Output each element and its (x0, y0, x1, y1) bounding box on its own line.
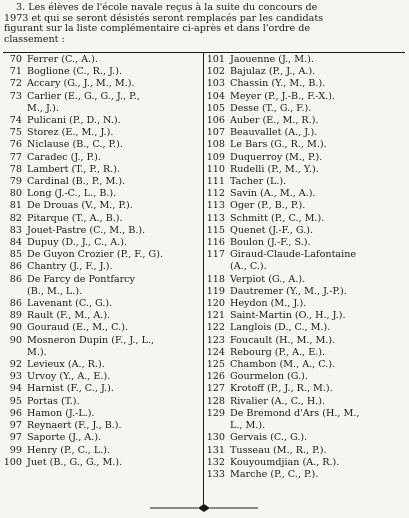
list-item (206, 200, 405, 212)
candidate-name: Savin (A., M., A.). (230, 188, 316, 200)
candidate-name: Boglione (C., R., J.). (27, 66, 122, 78)
list-item (3, 310, 201, 322)
rank-number: 112 (206, 188, 225, 200)
rank-number: 108 (206, 139, 225, 151)
list-item (206, 237, 405, 249)
rank-number: 95 (9, 395, 22, 407)
candidate-name: Rivalier (A., C., H.). (230, 395, 326, 407)
rank-number: 127 (206, 383, 225, 395)
list-item (3, 335, 201, 347)
list-item (206, 225, 405, 237)
list-item (206, 335, 405, 347)
list-item (206, 78, 405, 90)
intro-line: 1973 et qui se seront désistés seront remplacés par les candidats (4, 12, 324, 24)
candidate-name: Duquerroy (M., P.). (230, 151, 323, 163)
rank-number: 90 (9, 334, 22, 346)
rank-number: 123 (206, 334, 225, 346)
list-item (3, 127, 201, 139)
candidate-name: Ferrer (C., A.). (27, 54, 98, 65)
rank-number: 111 (206, 176, 225, 188)
rank-number: 109 (206, 151, 225, 163)
candidate-name: De Drouas (V., M., P.). (27, 200, 133, 212)
candidate-name: Pitarque (T., A., B.). (27, 212, 123, 224)
list-item (206, 310, 405, 322)
list-item (3, 225, 201, 237)
candidate-name: Jouet-Pastre (C., M., B.). (27, 224, 146, 236)
candidate-name: Hamon (J.-L.). (27, 407, 95, 419)
candidate-name: Schmitt (P., C., M.). (230, 212, 325, 224)
rank-number: 97 (9, 420, 22, 432)
list-item (206, 298, 405, 310)
candidate-name: Carlier (E., G., G., J., P., (27, 90, 140, 102)
rank-number: 78 (9, 163, 22, 175)
list-item (206, 66, 405, 78)
rank-number: 73 (9, 90, 22, 102)
candidate-name: Oger (P., B., P.). (230, 200, 306, 212)
list-item (3, 322, 201, 334)
list-item (206, 457, 405, 469)
list-item (206, 286, 405, 298)
list-item (206, 432, 405, 444)
list-item (206, 127, 405, 139)
list-item (3, 188, 201, 200)
list-item (206, 359, 405, 371)
candidate-name: Reynaert (F., J., B.). (27, 420, 122, 432)
candidate-name: Giraud-Claude-Lafontaine (230, 249, 357, 261)
candidate-name: Long (J.-C., L., B.). (27, 188, 117, 200)
rank-number: 115 (206, 224, 225, 236)
rank-number: 70 (9, 54, 22, 65)
intro-paragraph (4, 3, 404, 45)
list-item (206, 152, 405, 164)
list-item (3, 261, 201, 273)
list-item (206, 347, 405, 359)
list-item (3, 115, 201, 127)
candidate-name: Auber (E., M., R.). (230, 115, 319, 127)
candidate-name-continuation: L., M.). (230, 420, 266, 432)
rank-number: 94 (9, 383, 22, 395)
rank-number: 93 (9, 371, 22, 383)
candidate-name: Marche (P., C., P.). (230, 468, 319, 480)
list-item (3, 383, 201, 395)
rank-number: 113 (206, 200, 225, 212)
list-item (3, 359, 201, 371)
list-item (3, 152, 201, 164)
candidate-name: Le Bars (G., R., M.). (230, 139, 327, 151)
rank-number: 79 (9, 176, 22, 188)
candidate-name: Lavenant (C., G.). (27, 298, 113, 310)
list-item (3, 457, 201, 469)
candidate-name: Beauvallet (A., J.). (230, 127, 318, 139)
rank-number: 71 (9, 66, 22, 78)
rank-number: 119 (206, 285, 225, 297)
rank-number: 129 (206, 407, 225, 419)
list-item (3, 298, 201, 310)
list-item (206, 396, 405, 408)
list-item (206, 103, 405, 115)
rank-number: 100 (3, 456, 22, 468)
list-item (3, 91, 201, 103)
list-item (3, 78, 201, 90)
rank-number: 75 (9, 127, 22, 139)
candidate-name: Langlois (D., C., M.). (230, 322, 331, 334)
candidate-name-continuation: M., J.). (27, 102, 59, 114)
rank-number: 102 (206, 66, 225, 78)
list-item (206, 408, 405, 420)
rank-number: 80 (9, 188, 22, 200)
rank-number: 117 (206, 249, 225, 261)
rank-number: 82 (9, 212, 22, 224)
list-item (206, 139, 405, 151)
list-item (206, 249, 405, 261)
candidate-name: Heydon (M., J.). (230, 298, 307, 310)
rank-number: 120 (206, 298, 225, 310)
list-item (206, 445, 405, 457)
list-item (206, 213, 405, 225)
rank-number: 84 (9, 237, 22, 249)
candidate-name: Dautremer (Y., M., J.-P.). (230, 285, 347, 297)
list-item (3, 237, 201, 249)
rank-number: 131 (206, 444, 225, 456)
rank-number: 85 (9, 249, 22, 261)
candidate-name: Chassin (Y., M., B.). (230, 78, 326, 90)
candidate-name: Mosneron Dupin (F., J., L., (27, 334, 155, 346)
candidate-name: De Guyon Crozier (P., F., G). (27, 249, 163, 261)
rank-number: 86 (9, 298, 22, 310)
rank-number: 106 (206, 115, 225, 127)
rank-number: 86 (9, 273, 22, 285)
list-item (3, 164, 201, 176)
list-item (206, 188, 405, 200)
rank-number: 72 (9, 78, 22, 90)
rank-number: 103 (206, 78, 225, 90)
candidate-name: Foucault (H., M., M.). (230, 334, 336, 346)
rank-number: 133 (206, 468, 225, 480)
rank-number: 107 (206, 127, 225, 139)
candidate-name: Lambert (T., P., R.). (27, 163, 121, 175)
rank-number: 96 (9, 407, 22, 419)
rank-number: 132 (206, 456, 225, 468)
rank-number: 83 (9, 224, 22, 236)
rank-number: 125 (206, 359, 225, 371)
list-item (3, 420, 201, 432)
list-item (3, 396, 201, 408)
candidate-name: Urvoy (Y., A., E.). (27, 371, 111, 383)
candidate-name: Accary (G., J., M., M.). (27, 78, 135, 90)
list-item (206, 176, 405, 188)
candidate-name: Krotoff (P., J., R., M.). (230, 383, 333, 395)
rank-number: 101 (206, 54, 225, 65)
rank-number: 92 (9, 359, 22, 371)
rank-number: 126 (206, 371, 225, 383)
list-item (206, 91, 405, 103)
left-column-list (3, 54, 201, 469)
candidate-name: Verpiot (G., A.). (230, 273, 306, 285)
end-ornament-icon (150, 503, 258, 513)
list-item (3, 200, 201, 212)
rank-number: 130 (206, 432, 225, 444)
candidate-name: Desse (T., G., F.). (230, 102, 312, 114)
list-item (3, 432, 201, 444)
list-item (3, 274, 201, 286)
rank-number: 118 (206, 273, 225, 285)
candidate-name: Tacher (L.). (230, 176, 287, 188)
rank-number: 110 (206, 163, 225, 175)
rank-number: 90 (9, 322, 22, 334)
candidate-name-continuation: (B., M., L.). (27, 285, 83, 297)
candidate-name: Levieux (A., R.). (27, 359, 105, 371)
candidate-name: Storez (E., M., J.). (27, 127, 114, 139)
list-item (206, 164, 405, 176)
list-item (206, 469, 405, 481)
rank-number: 122 (206, 322, 225, 334)
rank-number: 81 (9, 200, 22, 212)
candidate-name: Rault (F., M., A.). (27, 310, 111, 322)
rank-number: 104 (206, 90, 225, 102)
rank-number: 99 (9, 444, 22, 456)
list-item (3, 54, 201, 66)
candidate-name: Chantry (J., F., J.). (27, 261, 113, 273)
table-top-rule (3, 52, 405, 53)
candidate-name: Saporte (J., A.). (27, 432, 102, 444)
rank-number: 86 (9, 261, 22, 273)
candidate-name: Dupuy (D., J., C., A.). (27, 237, 128, 249)
rank-number: 124 (206, 346, 225, 358)
candidate-name: Jaouenne (J., M.). (230, 54, 314, 65)
list-item (3, 66, 201, 78)
candidate-name: Boulon (J.-F., S.). (230, 237, 311, 249)
rank-number: 97 (9, 432, 22, 444)
list-item (3, 408, 201, 420)
candidate-name: Cardinal (B., P., M.). (27, 176, 126, 188)
list-item (3, 139, 201, 151)
candidate-name: Juet (B., G., G., M.). (27, 456, 123, 468)
list-item (3, 213, 201, 225)
candidate-name: Gervais (C., G.). (230, 432, 308, 444)
rank-number: 121 (206, 310, 225, 322)
candidate-name: Chambon (M., A., C.). (230, 359, 336, 371)
candidate-name: De Bremond d'Ars (H., M., (230, 407, 360, 419)
candidate-name: Gouraud (E., M., C.). (27, 322, 129, 334)
rank-number: 74 (9, 115, 22, 127)
rank-number: 128 (206, 395, 225, 407)
candidate-name: Quenet (J.-F., G.). (230, 224, 314, 236)
rank-number: 105 (206, 102, 225, 114)
candidate-name: Harnist (F., C., J.). (27, 383, 114, 395)
candidate-name: Portas (T.). (27, 395, 80, 407)
candidate-name: Niclause (B., C., P.). (27, 139, 123, 151)
list-item (206, 322, 405, 334)
candidate-name: Tusseau (M., R., P.). (230, 444, 327, 456)
candidate-name: Rudelli (P., M., Y.). (230, 163, 319, 175)
list-item (206, 274, 405, 286)
list-item (3, 176, 201, 188)
column-divider (203, 53, 204, 505)
intro-line: classement : (4, 33, 65, 45)
rank-number: 116 (206, 237, 225, 249)
candidate-name: Henry (P., C., L.). (27, 444, 111, 456)
candidate-name: Bajulaz (P., J., A.). (230, 66, 316, 78)
list-item (206, 115, 405, 127)
rank-number: 77 (9, 151, 22, 163)
list-item (206, 54, 405, 66)
candidate-name: De Farcy de Pontfarcy (27, 273, 135, 285)
candidate-name: Pulicani (P., D., N.). (27, 115, 121, 127)
list-item (206, 371, 405, 383)
rank-number: 113 (206, 212, 225, 224)
candidate-name: Saint-Martin (O., H., J.). (230, 310, 346, 322)
candidate-name: Gourmelon (G.). (230, 371, 308, 383)
list-item (206, 383, 405, 395)
candidate-name: Caradec (J., P.). (27, 151, 101, 163)
rank-number: 76 (9, 139, 22, 151)
candidate-name: Meyer (P., J.-B., F.-X.). (230, 90, 336, 102)
list-item (3, 249, 201, 261)
candidate-name: Rebourg (P., A., E.). (230, 346, 326, 358)
list-item (3, 371, 201, 383)
list-item (3, 445, 201, 457)
intro-line: 3. Les élèves de l'école navale reçus à la suite du concours de (16, 2, 318, 13)
right-column-list (206, 54, 405, 481)
candidate-name-continuation: (A., C.). (230, 261, 267, 273)
rank-number: 89 (9, 310, 22, 322)
candidate-name: Kouyoumdjian (A., R.). (230, 456, 340, 468)
candidate-name-continuation: M.). (27, 346, 47, 358)
intro-line: figurant sur la liste complémentaire ci-après et dans l'ordre de (4, 23, 311, 35)
